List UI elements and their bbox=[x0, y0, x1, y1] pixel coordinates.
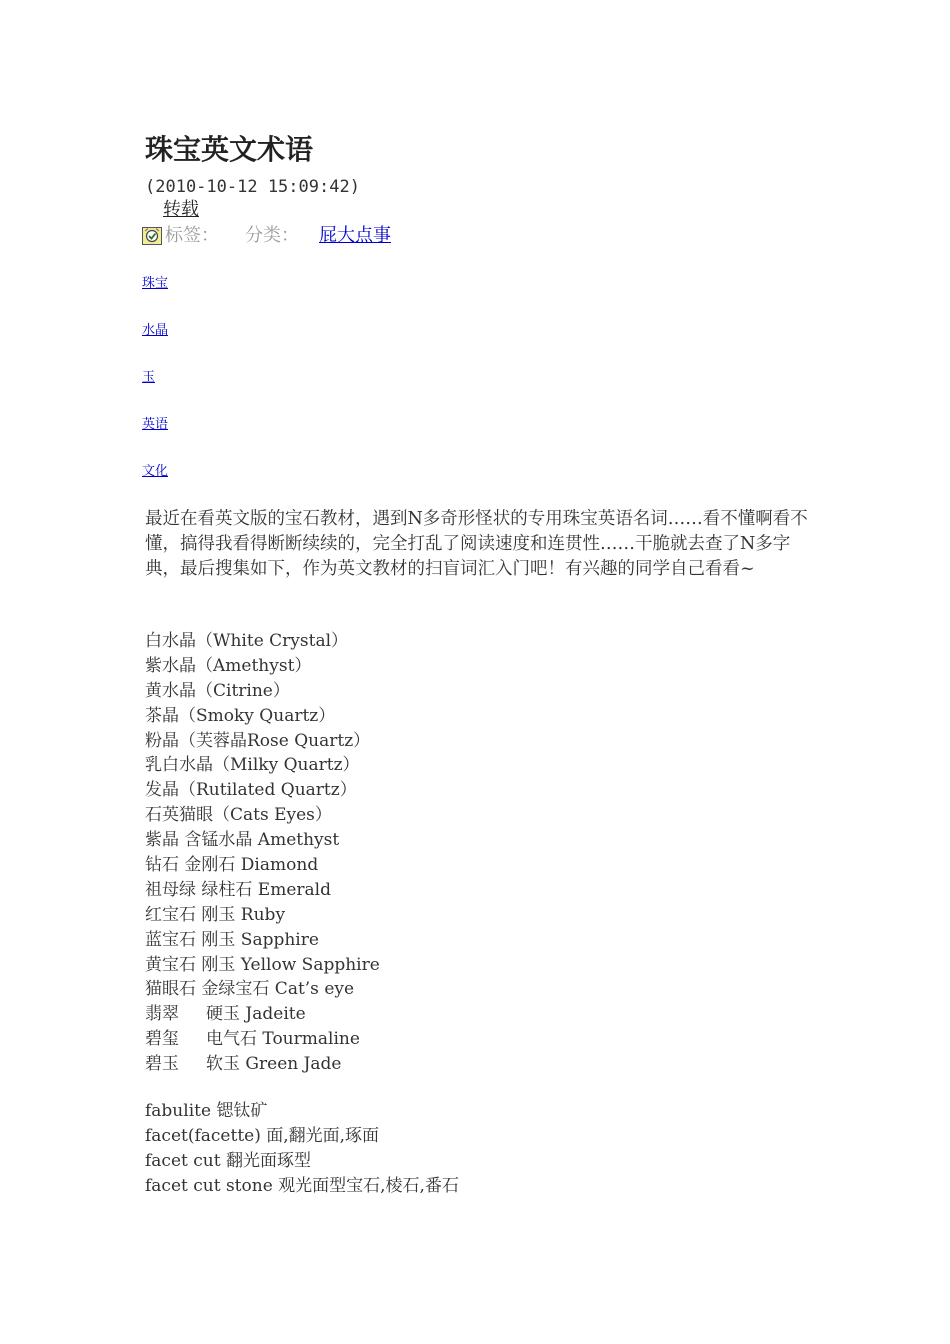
gem-item: 黄宝石 刚玉 Yellow Sapphire bbox=[145, 954, 380, 975]
category-label: 分类： bbox=[245, 225, 299, 246]
term-list bbox=[145, 1099, 459, 1199]
tag-item bbox=[142, 417, 168, 464]
gem-item: 乳白水晶（Milky Quartz） bbox=[145, 755, 360, 776]
gem-list bbox=[145, 629, 380, 1077]
gem-item: 粉晶（芙蓉晶Rose Quartz） bbox=[145, 730, 371, 751]
gem-item: 祖母绿 绿柱石 Emerald bbox=[145, 879, 331, 900]
tag-link-crystal[interactable]: 水晶 bbox=[142, 323, 169, 338]
gem-item: 白水晶（White Crystal） bbox=[145, 631, 349, 651]
gem-item: 紫水晶（Amethyst） bbox=[145, 655, 312, 676]
gem-item: 翡翠 硬玉 Jadeite bbox=[145, 1004, 306, 1025]
tag-link-jewelry[interactable]: 珠宝 bbox=[142, 276, 169, 291]
tags-list bbox=[142, 276, 168, 511]
meta-row bbox=[142, 223, 391, 249]
gem-item: 紫晶 含锰水晶 Amethyst bbox=[145, 830, 340, 851]
gem-item: 红宝石 刚玉 Ruby bbox=[145, 904, 286, 925]
tag-item bbox=[142, 276, 168, 323]
gem-item: 发晶（Rutilated Quartz） bbox=[145, 780, 357, 801]
category-link[interactable]: 屁大点事 bbox=[319, 225, 391, 246]
term-item: fabulite 锶钛矿 bbox=[145, 1101, 268, 1121]
term-item: facet cut 翻光面琢型 bbox=[145, 1151, 311, 1171]
tag-link-culture[interactable]: 文化 bbox=[142, 464, 169, 479]
tag-item bbox=[142, 464, 168, 511]
gem-item: 猫眼石 金绿宝石 Cat’s eye bbox=[145, 979, 355, 1000]
gem-item: 石英猫眼（Cats Eyes） bbox=[145, 805, 332, 826]
gem-item: 茶晶（Smoky Quartz） bbox=[145, 705, 336, 726]
gem-item: 碧玉 软玉 Green Jade bbox=[145, 1054, 342, 1075]
tag-icon bbox=[142, 227, 162, 245]
tag-item bbox=[142, 323, 168, 370]
post-date: (2010-10-12 15:09:42) bbox=[145, 177, 360, 197]
tag-label: 标签： bbox=[165, 225, 219, 246]
intro-text: 最近在看英文版的宝石教材，遇到N多奇形怪状的专用珠宝英语名词……看不懂啊看不懂，搞得我看得断断续续的，完全打乱了阅读速度和连贯性……干脆就去查了N多字典，最后搜集如下，作为英文教材的扫盲词汇入门吧！有兴趣的同学自己看看~ bbox=[145, 509, 808, 579]
gem-item: 钻石 金刚石 Diamond bbox=[145, 855, 319, 876]
gem-item: 碧玺 电气石 Tourmaline bbox=[145, 1029, 360, 1050]
repost-link[interactable]: 转载 bbox=[163, 199, 199, 220]
tag-link-english[interactable]: 英语 bbox=[142, 417, 169, 432]
term-item: facet cut stone 观光面型宝石,棱石,番石 bbox=[145, 1176, 459, 1196]
tag-item bbox=[142, 370, 168, 417]
page-title: 珠宝英文术语 bbox=[145, 133, 314, 166]
intro-paragraph bbox=[145, 507, 817, 582]
gem-item: 蓝宝石 刚玉 Sapphire bbox=[145, 929, 319, 950]
term-item: facet(facette) 面,翻光面,琢面 bbox=[145, 1126, 380, 1146]
gem-item: 黄水晶（Citrine） bbox=[145, 680, 290, 701]
tag-link-jade[interactable]: 玉 bbox=[142, 370, 156, 385]
